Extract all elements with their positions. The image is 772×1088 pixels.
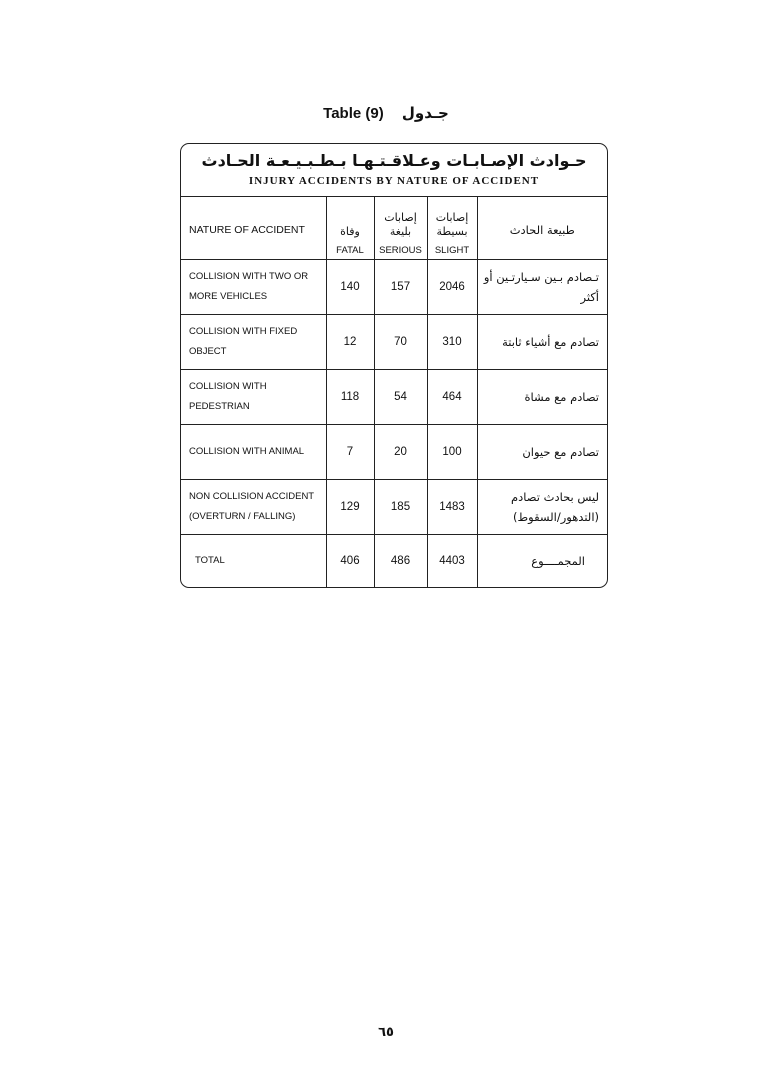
table-frame <box>180 143 608 588</box>
header-nature-en: NATURE OF ACCIDENT <box>181 197 326 259</box>
total-row <box>181 534 607 588</box>
total-slight: 4403 <box>427 534 477 588</box>
row-serious: 185 <box>374 479 427 534</box>
total-fatal: 406 <box>326 534 374 588</box>
row-fatal: 118 <box>326 369 374 424</box>
header-serious-ar: إصابات بليغة <box>384 210 417 238</box>
row-slight: 310 <box>427 314 477 369</box>
row-slight: 464 <box>427 369 477 424</box>
table-caption <box>0 104 772 122</box>
header-fatal-ar: وفاة <box>340 224 360 238</box>
header-serious <box>374 197 427 259</box>
row-nature-ar: ليس بحادث تصادم (التدهور/السقوط) <box>477 479 607 534</box>
row-fatal: 12 <box>326 314 374 369</box>
row-nature-ar: تصادم مع أشياء ثابتة <box>477 314 607 369</box>
header-serious-en: SERIOUS <box>379 244 422 256</box>
row-nature-en: NON COLLISION ACCIDENT (OVERTURN / FALLING) <box>181 479 326 534</box>
row-nature-en: COLLISION WITH TWO OR MORE VEHICLES <box>181 259 326 314</box>
injury-accidents-table <box>181 197 607 588</box>
caption-arabic: جـدول <box>401 104 449 122</box>
table-row <box>181 259 607 314</box>
table-row <box>181 424 607 479</box>
row-slight: 100 <box>427 424 477 479</box>
total-label-en: TOTAL <box>181 534 326 588</box>
header-fatal-en: FATAL <box>336 244 364 256</box>
caption-english: Table (9) <box>323 105 384 122</box>
row-nature-en: COLLISION WITH FIXED OBJECT <box>181 314 326 369</box>
table-title-arabic: حـوادث الإصـابـات وعـلاقـتـهـا بـطـبـيـعـة الحـادث <box>201 151 587 170</box>
row-fatal: 140 <box>326 259 374 314</box>
header-slight <box>427 197 477 259</box>
table-row <box>181 479 607 534</box>
row-slight: 2046 <box>427 259 477 314</box>
row-fatal: 7 <box>326 424 374 479</box>
row-nature-en: COLLISION WITH ANIMAL <box>181 424 326 479</box>
row-serious: 54 <box>374 369 427 424</box>
row-nature-ar: تصادم مع حيوان <box>477 424 607 479</box>
row-serious: 70 <box>374 314 427 369</box>
table-row <box>181 369 607 424</box>
table-title <box>181 144 607 197</box>
row-nature-ar: تصادم مع مشاة <box>477 369 607 424</box>
header-fatal <box>326 197 374 259</box>
row-serious: 20 <box>374 424 427 479</box>
table-row <box>181 314 607 369</box>
total-label-ar: المجمــــوع <box>477 534 607 588</box>
row-nature-en: COLLISION WITH PEDESTRIAN <box>181 369 326 424</box>
header-row <box>181 197 607 259</box>
row-serious: 157 <box>374 259 427 314</box>
row-fatal: 129 <box>326 479 374 534</box>
header-slight-ar: إصابات بسيطة <box>435 210 469 238</box>
page-number: ٦٥ <box>378 1025 394 1040</box>
table-title-english: INJURY ACCIDENTS BY NATURE OF ACCIDENT <box>248 175 540 187</box>
row-slight: 1483 <box>427 479 477 534</box>
total-serious: 486 <box>374 534 427 588</box>
row-nature-ar: تـصادم بـين سـيارتـين أو أكثر <box>477 259 607 314</box>
header-nature-ar: طبيعة الحادث <box>477 197 607 259</box>
header-slight-en: SLIGHT <box>434 244 470 256</box>
